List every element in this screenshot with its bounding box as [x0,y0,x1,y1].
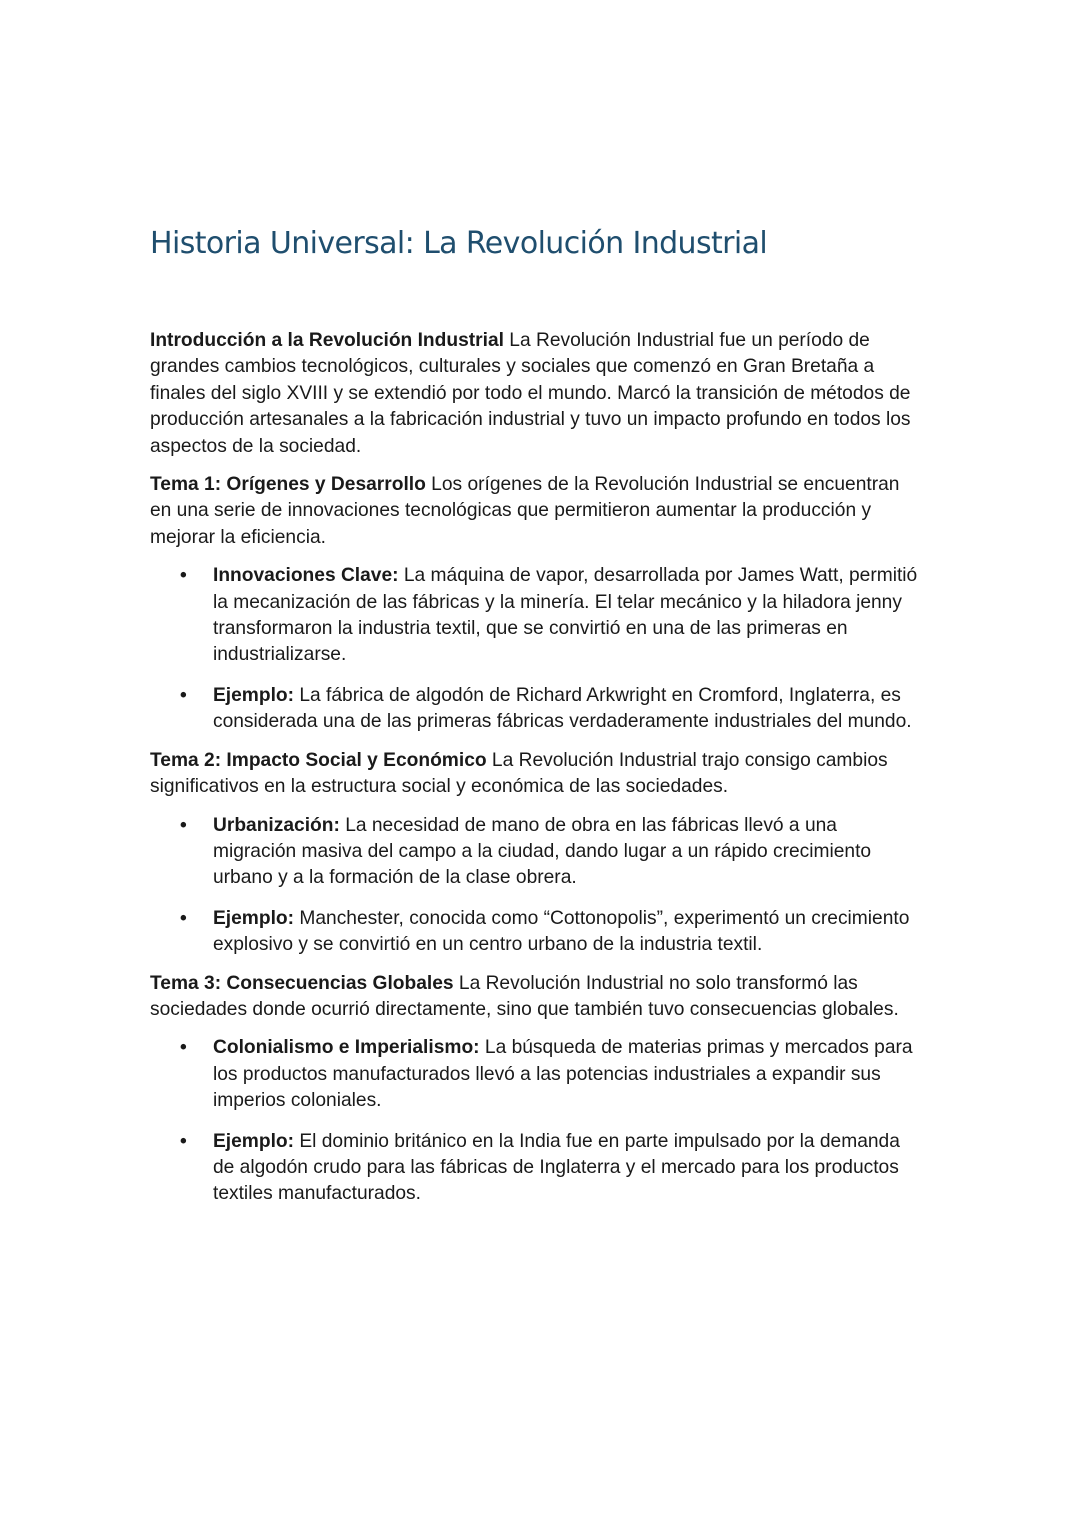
bullet-text: El dominio británico en la India fue en parte impulsado por la demanda de algodón crudo para las fábricas de Inglaterra y el mercado para los productos textiles manufacturados. [213,1130,900,1205]
section-heading: Tema 1: Orígenes y Desarrollo [150,474,426,496]
section-heading: Tema 3: Consecuencias Globales [150,972,454,994]
intro-heading: Introducción a la Revolución Industrial [150,330,504,351]
bullet-text: La búsqueda de materias primas y mercados para los productos manufacturados llevó a las potencias industriales a expandir sus imperios coloniales. [213,1037,913,1112]
bullet-heading: Urbanización: [213,814,340,836]
list-item [150,813,922,892]
bullet-list [150,813,922,959]
bullet-text: Manchester, conocida como “Cottonopolis”, experimentó un crecimiento explosivo y se convirtió en un centro urbano de la industria textil. [213,907,910,956]
bullet-icon: • [180,1037,187,1059]
document-page [150,222,922,1220]
intro-text: La Revolución Industrial fue un período de grandes cambios tecnológicos, culturales y sociales que comenzó en Gran Bretaña a finales del siglo XVIII y se extendió por todo el mundo. Marcó la transición de métodos de producción artesanales a la fabricación industrial y tuvo un impacto profundo en todos los aspectos de la sociedad. [150,330,911,457]
section-heading: Tema 2: Impacto Social y Económico [150,749,487,771]
bullet-icon: • [180,1130,187,1152]
bullet-icon: • [180,684,187,706]
list-item [150,906,922,959]
bullet-text: La máquina de vapor, desarrollada por James Watt, permitió la mecanización de las fábricas y la minería. El telar mecánico y la hiladora jenny transformaron la industria textil, que se convirtió en una de las primeras en industrializarse. [213,565,918,666]
bullet-icon: • [180,565,187,587]
bullet-heading: Ejemplo: [213,684,295,706]
section-text: La Revolución Industrial trajo consigo cambios significativos en la estructura social y económica de las sociedades. [150,749,888,798]
bullet-icon: • [180,814,187,836]
bullet-icon: • [180,907,187,929]
bullet-list [150,563,922,735]
bullet-heading: Colonialismo e Imperialismo: [213,1037,480,1059]
bullet-list [150,1035,922,1207]
section-paragraph [150,472,922,551]
section-paragraph [150,971,922,1024]
bullet-heading: Innovaciones Clave: [213,565,399,587]
list-item [150,563,922,669]
bullet-heading: Ejemplo: [213,907,295,929]
list-item [150,1129,922,1208]
intro-paragraph [150,328,922,460]
section-text: La Revolución Industrial no solo transformó las sociedades donde ocurrió directamente, sino que también tuvo consecuencias globales. [150,972,899,1020]
list-item [150,1035,922,1114]
section-text: Los orígenes de la Revolución Industrial se encuentran en una serie de innovaciones tecnológicas que permitieron aumentar la producción y mejorar la eficiencia. [150,474,900,548]
bullet-text: La necesidad de mano de obra en las fábricas llevó a una migración masiva del campo a la ciudad, dando lugar a un rápido crecimiento urbano y a la formación de la clase obrera. [213,814,872,889]
bullet-text: La fábrica de algodón de Richard Arkwright en Cromford, Inglaterra, es considerada una de las primeras fábricas verdaderamente industriales del mundo. [213,684,912,733]
list-item [150,683,922,736]
bullet-heading: Ejemplo: [213,1130,295,1152]
document-title: Historia Universal: La Revolución Industrial [150,226,768,261]
section-paragraph [150,748,922,801]
